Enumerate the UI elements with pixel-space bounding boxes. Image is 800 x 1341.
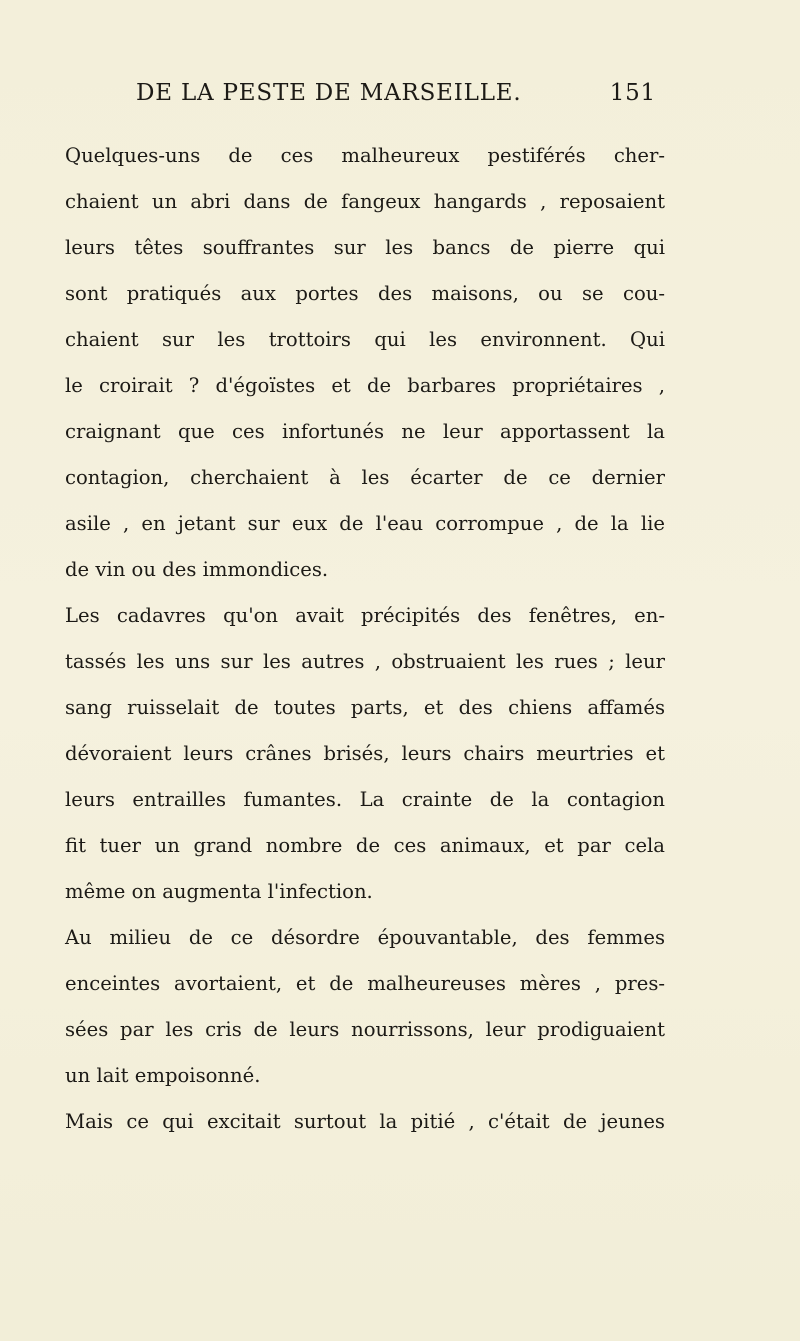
body-text bbox=[65, 133, 665, 1145]
text-line: dévoraient leurs crânes brisés, leurs chairs meurtries et bbox=[65, 742, 665, 765]
text-line: enceintes avortaient, et de malheureuses mères , pres- bbox=[65, 972, 665, 995]
text-line: tassés les uns sur les autres , obstruaient les rues ; leur bbox=[65, 650, 665, 673]
text-line: chaient un abri dans de fangeux hangards , reposaient bbox=[65, 190, 665, 213]
text-line: sang ruisselait de toutes parts, et des chiens affamés bbox=[65, 696, 665, 719]
text-line: sées par les cris de leurs nourrissons, leur prodiguaient bbox=[65, 1018, 665, 1041]
text-line: le croirait ? d'égoïstes et de barbares propriétaires , bbox=[65, 374, 665, 397]
text-line: de vin ou des immondices. bbox=[65, 558, 329, 581]
text-line: Quelques-uns de ces malheureux pestiférés cher- bbox=[65, 144, 665, 167]
text-line: contagion, cherchaient à les écarter de ce dernier bbox=[65, 466, 665, 489]
text-line: Les cadavres qu'on avait précipités des fenêtres, en- bbox=[65, 604, 665, 627]
page-number: 151 bbox=[609, 80, 656, 106]
text-line: même on augmenta l'infection. bbox=[65, 880, 373, 903]
text-line: Au milieu de ce désordre épouvantable, des femmes bbox=[65, 926, 665, 949]
text-line: un lait empoisonné. bbox=[65, 1064, 261, 1087]
running-head bbox=[136, 80, 656, 110]
text-line: asile , en jetant sur eux de l'eau corrompue , de la lie bbox=[65, 512, 665, 535]
text-line: leurs entrailles fumantes. La crainte de la contagion bbox=[65, 788, 665, 811]
text-line: chaient sur les trottoirs qui les environnent. Qui bbox=[65, 328, 665, 351]
text-line: Mais ce qui excitait surtout la pitié , c'était de jeunes bbox=[65, 1110, 665, 1133]
text-line: craignant que ces infortunés ne leur apportassent la bbox=[65, 420, 665, 443]
text-line: leurs têtes souffrantes sur les bancs de pierre qui bbox=[65, 236, 665, 259]
text-line: fit tuer un grand nombre de ces animaux, et par cela bbox=[65, 834, 665, 857]
text-line: sont pratiqués aux portes des maisons, ou se cou- bbox=[65, 282, 665, 305]
running-title: DE LA PESTE DE MARSEILLE. bbox=[136, 80, 522, 106]
